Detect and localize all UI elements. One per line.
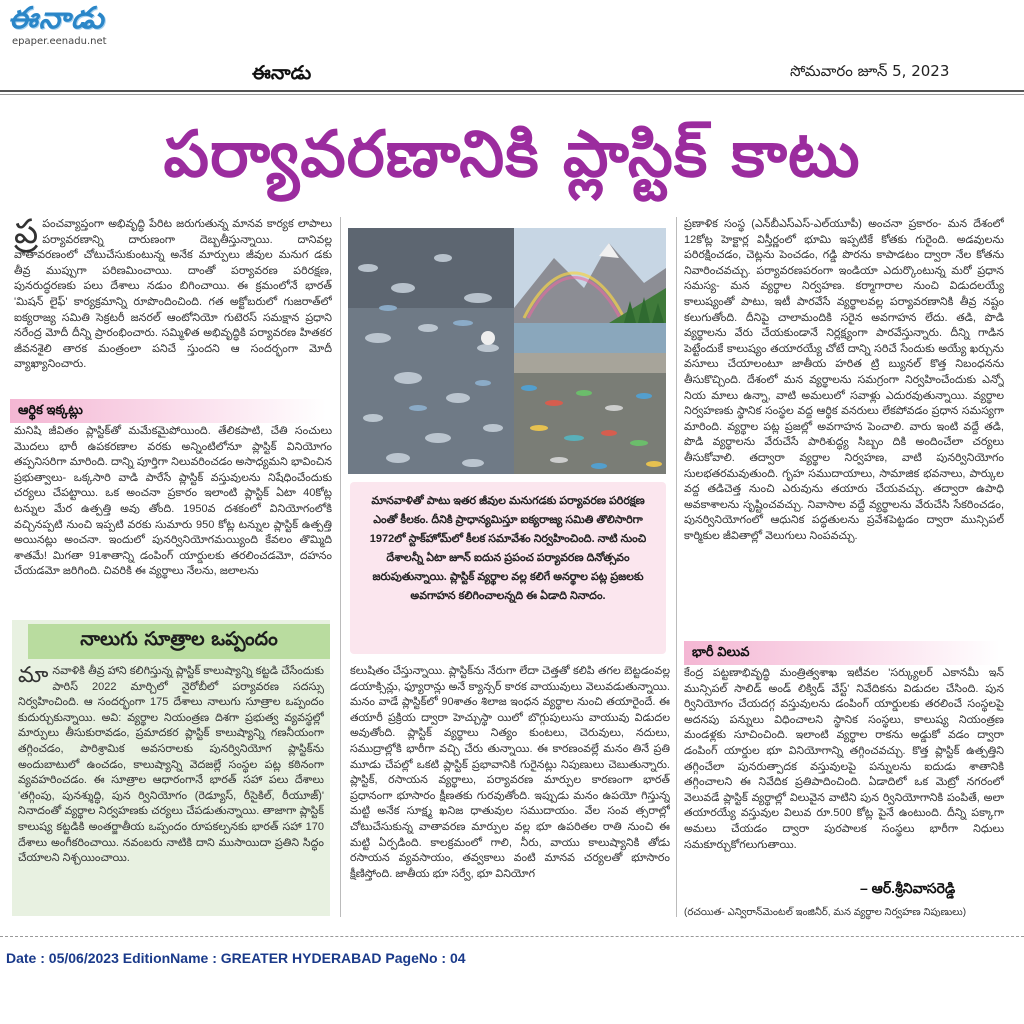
mountain-lake-illustration bbox=[514, 228, 666, 474]
box-body: నవాళికి తీవ్ర హాని కలిగిస్తున్న ప్లాస్టిక్ కాలుష్యాన్ని కట్టడి చేసేందుకు పారిస్ 2022 మార్చిలో నైరోబీలో పర్యావరణ సదస్సు నిర్వహించింది. ఆ సందర్భంగా 175 దేశాలు నాలుగు సూత్రాల ఒప్పందం కుదుర్చుకున్నాయి. అవి: వ్యర్థాల నియంత్రణ దిశగా ప్రభుత్వ వ్యవస్థల్లో మార్పులు తీసుకురావడం, ప్రమాదకర ప్లాస్టిక్ కాలుష్యాన్ని గణనీయంగా తగ్గించడం, పారిశ్రామిక అవసరాలకు పునర్వినియోగ ప్లాస్టిక్‌ను అందుబాటులో ఉంచడం, కాలుష్యాన్ని వెదజల్లే సంస్థల పట్ల కఠినంగా వ్యవహరించడం. ఈ సూత్రాల ఆధారంగానే భారత్ సహా పలు దేశాలు 'తగ్గింపు, పునశ్శుద్ధి, పున ర్వినియోగం (రెడ్యూస్, రీసైకిల్, రీయూజ్)' నినాదంతో వ్యర్థాల నిర్వహణకు చర్యలు చేపడుతున్నాయి. తాజాగా ప్లాస్టిక్ కాలుష్య కట్టడికి అంతర్జాతీయ ఒప్పందం రూపకల్పనకు భారత్ సహా 170 దేశాలు అంగీకరించాయి. నవంబరు నాటికి దాని ముసాయిదా ప్రతిని సిద్ధం చేయాలని నిశ్చయించాయి. bbox=[18, 665, 324, 865]
mountain-lake-photo bbox=[514, 228, 666, 474]
column-divider bbox=[676, 217, 677, 917]
article-headline: పర్యావరణానికి ప్లాస్టిక్ కాటు bbox=[163, 118, 861, 192]
edition-footer: Date : 05/06/2023 EditionName : GREATER HYDERABAD PageNo : 04 bbox=[6, 950, 466, 966]
sidebar-box-title: నాలుగు సూత్రాల ఒప్పందం bbox=[28, 624, 330, 659]
author-note: (రచయిత- ఎన్విరాన్‌మెంటల్ ఇంజినీర్, మన వ్యర్థాల నిర్వహణ నిపుణులు) bbox=[684, 907, 967, 918]
footer-rule bbox=[0, 936, 1024, 938]
subhead-heavy-value: భారీ విలువ bbox=[684, 641, 1000, 665]
newspaper-masthead: ఈనాడు bbox=[252, 62, 312, 84]
column1-paragraph1 bbox=[14, 217, 332, 395]
author-byline: – ఆర్.శ్రీనివాసరెడ్డి bbox=[860, 880, 956, 896]
column1-paragraph2: మనిషి జీవితం ప్లాస్టిక్‌తో మమేకమైపోయింది. తేలికపాటి, చేతి సంచులు మొదలు భారీ ఉపకరణాల వరకు అన్నింటిలోనూ ప్లాస్టిక్ వినియోగం తప్పనిసరిగా మారింది. దాన్ని పూర్తిగా నిలువరించడం అసాధ్యమని భావించిన ప్రభుత్వాలు- ఒక్కసారి వాడి పారేసే ప్లాస్టిక్ వస్తువులను నిషేధించేందుకు చర్యలు చేపట్టాయి. ఒక అంచనా ప్రకారం ఇలాంటి ప్లాస్టిక్ ఏటా 40కోట్ల టన్నుల మేర ఉత్పత్తి అవు తోంది. 1950వ దశకంలో వినియోగంలోకి వచ్చినప్పటి నుంచి ఇప్పటి వరకు సుమారు 950 కోట్ల టన్నుల ప్లాస్టిక్ ఉత్పత్తి అయినట్లు అంచనా. ఇందులో పునర్వినియోగమయ్యింది కేవలం తొమ్మిది శాతమే! మిగతా 91శాతాన్ని డంపింగ్ యార్డులకు తరలించడమో, దహనం చేయడమో జరిగింది. చివరికి ఈ వ్యర్థాలు నేలను, జలాలను bbox=[14, 425, 332, 578]
column-divider bbox=[340, 217, 341, 917]
callout-text: మానవాళితో పాటు ఇతర జీవుల మనుగడకు పర్యావరణ పరిరక్షణ ఎంతో కీలకం. దీనికి ప్రాధాన్యమిస్తూ ఐక్యరాజ్య సమితి తొలిసారిగా 1972లో స్టాక్‌హోమ్‌లో కీలక సమావేశం నిర్వహించింది. నాటి నుంచి దేశాలన్నీ ఏటా జూన్ ఐదున ప్రపంచ పర్యావరణ దినోత్సవం జరుపుతున్నాయి. ప్లాస్టిక్ వ్యర్థాల వల్ల కలిగే అనర్థాల పట్ల ప్రజలకు అవగాహన కలిగించాలన్నది ఈ ఏడాది నినాదం. bbox=[369, 495, 647, 602]
dropcap: ప్ర bbox=[14, 217, 39, 251]
eenadu-logo[interactable] bbox=[8, 1, 148, 50]
logo-subtitle: epaper.eenadu.net bbox=[12, 36, 107, 47]
column3-paragraph1: ప్రణాళిక సంస్థ (ఎన్‌బీఎస్‌ఎస్-ఎల్‌యూపీ) అంచనా ప్రకారం- మన దేశంలో 12కోట్ల హెక్టార్ల విస్తీర్ణంలో భూమి ఇప్పటికే కోతకు గురైంది. అడవులను పరిరక్షించడం, చెట్లను పెంచడం, గడ్డి పొరను కాపాడటం ద్వారా నేల కోతను నివారించవచ్చు. పర్యావరణపరంగా ఇండియా ఎదుర్కొంటున్న మరో ప్రధాన సమస్య- మన వ్యర్థాల నిర్వహణ. కర్మాగారాల నుంచి విడుదలయ్యే కాలుష్యంతో పాటు, ఇటీ పారవేసే వ్యర్థాలవల్ల పర్యావరణానికి తీవ్ర నష్టం కలుగుతోంది. దీనిపై చాలామందికి సరైన అవగాహన లేదు. తడి, పొడి వ్యర్థాలను వేరు చేయకుండానే నిర్లక్ష్యంగా పారవేస్తున్నారు. దీన్ని గాడిన పెట్టేందుకే కాలుష్యం తయారయ్యే చోటే దాన్ని సరిచే సేందుకు అయ్యే ఖర్చును వసూలు చేయాలంటూ జాతీయ హరిత ట్రి బ్యునల్ కొత్త నిబంధనను తీసుకొచ్చింది. దేశంలో మన వ్యర్థాలను సమగ్రంగా నిర్వహించేందుకు ఎన్నో నియ మాలు ఉన్నా, వాటి అమలులో సవాళ్లు ఎదురవుతున్నాయి. వ్యర్థాల నిర్వహణకు స్థానిక సంస్థల వద్ద ఆర్థిక వనరులు లేకపోవడం ప్రధాన సమస్యగా మారింది. వ్యర్థాల పట్ల ప్రజల్లో అవగాహన పెంచాలి. వారు ఇంటి వద్దే తడి, పొడి వ్యర్థాలను వేరుచేసే పారిశుద్ధ్య సిబ్బం దికి అందించేలా చర్యలు తీసుకోవాలి. తద్వారా వ్యర్థాల నిర్వహణ, వాటి పునర్వినియోగం సులభతరమవుతుంది. గృహ సముదాయాలు, సామాజిక భవనాలు, పార్కుల వద్ద తడిచెత్త నుంచి ఎరువును తయారు చేయవచ్చు. తద్వారా ఉపాధి అవకాశాలను సృష్టించవచ్చు. నివాసాల వద్దే వ్యర్థాలను వేరుచేసి సేకరించడం, పునర్వినియోగంలో ఆధునిక పద్ధతులను ప్రవేశపెట్టడం ద్వారా మున్సిపల్ కార్మికుల జీవితాల్లో వెలుగులు నింపవచ్చు. bbox=[684, 218, 1004, 542]
logo-text: ఈనాడు bbox=[8, 1, 105, 36]
plastic-waste-illustration bbox=[348, 228, 514, 474]
sidebar-box-text bbox=[18, 664, 324, 912]
column3-paragraph2: కేంద్ర పట్టణాభివృద్ధి మంత్రిత్వశాఖ ఇటీవల 'సర్క్యులర్ ఎకానమీ ఇన్ మున్సిపల్ సాలిడ్ అండ్ లిక్విడ్ వేస్ట్' నివేదికను విడుదల చేసింది. పున ర్వినియోగం చేయదగ్గ వస్తువులను డంపింగ్ యార్డులకు తరలించే సంస్థలపై అదనపు పన్నులు విధించాలని స్థానిక సంస్థలు, కాలుష్య నియంత్రణ మండళ్లకు సూచించింది. ఇలాంటి వ్యర్థాల రాకను అడ్డుకో వడం ద్వారా డంపింగ్ యార్డుల భూ వినియోగాన్ని తగ్గించవచ్చు. కొత్త ప్లాస్టిక్ ఉత్పత్తిని తగ్గించేలా పునరుత్పాదక వస్తువులపై పన్నులను ఐదుడు శాతానికి తగ్గించాలని ఈ నివేదిక ప్రతిపాదించింది. ఏడాదిలో ఒక మెట్రో నగరంలో వెలువడే ప్లాస్టిక్ వ్యర్థాల్లో విలువైన వాటిని పున ర్వినియోగానికి పంపితే, అలా తయారయ్యే వస్తువుల విలువ రూ.500 కోట్ల పైనే ఉంటుంది. దీన్ని పక్కాగా అమలు చేయడం ద్వారా పురపాలక సంస్థలు భారీగా నిధులు సమకూర్చుకోగలుగుతాయి. bbox=[684, 667, 1004, 851]
plastic-bottles-photo bbox=[348, 228, 514, 474]
dateline: సోమవారం జూన్ 5, 2023 bbox=[790, 62, 950, 80]
subhead-economic-troubles: ఆర్థిక ఇక్కట్లు bbox=[10, 399, 326, 423]
column1-text1: పంచవ్యాప్తంగా అభివృద్ధి పేరిట జరుగుతున్న మానవ కార్యక లాపాలు పర్యావరణాన్ని దారుణంగా దెబ్బతీస్తున్నాయి. దానివల్ల వాతావరణంలో చోటుచేసుకుంటున్న అనేక మార్పులు జీవుల మనుగ డకు తీవ్ర ముప్పుగా పరిణమించాయి. దాంతో పర్యావరణ పరిరక్షణ, పునరుద్ధరణకు పలు దేశాలు నడుం బిగించాయి. ఈ క్రమంలోనే భారత్ 'మిషన్ లైఫ్' కార్యక్రమాన్ని రూపొందించింది. గత అక్టోబరులో గుజరాత్‌లో ఐక్యరాజ్య సమితి సెక్రటరీ జనరల్ ఆంటోనియో గుటెరస్ సమక్షాన ప్రధాని నరేంద్ర మోదీ దీన్ని ప్రారంభించారు. సమ్మిళిత అభివృద్ధికి పర్యావరణ హితకర జీవనశైలి తారక మంత్రంలా పనిచే స్తుందని ఆ సందర్భంగా మోదీ వ్యాఖ్యానించారు. bbox=[14, 218, 332, 371]
header-rule-thin bbox=[0, 94, 1024, 95]
box-dropcap: మా bbox=[18, 664, 49, 687]
column2-text: కలుషితం చేస్తున్నాయి. ప్లాస్టిక్‌ను నేరుగా లేదా చెత్తతో కలిపి తగల బెట్టడంవల్ల డయాక్సిన్లు, ఫ్యూరాన్లు అనే క్యాన్సర్ కారక వాయువులు వెలువడుతున్నాయి. మనం వాడే ప్లాస్టిక్‌లో 90శాతం శిలాజ ఇంధన వ్యర్థాల నుంచి తయారైందే. ఈ తయారీ ప్రక్రియ ద్వారా హెచ్చుస్థా యిలో బొగ్గుపులుసు వాయువు విడుదల అవుతోంది. ప్లాస్టిక్ వ్యర్థాలు నిత్యం కుంటలు, చెరువులు, నదులు, సముద్రాల్లోకి భారీగా వచ్చి చేరు తున్నాయి. ఈ కారణంవల్లే మనం తినే ప్రతి మూడు చేపల్లో ఒకటి ప్లాస్టిక్ ప్రభావానికి గురైనట్లు నిపుణులు చెబుతున్నారు. ప్లాస్టిక్, రసాయన వ్యర్థాలు, పర్యావరణ మార్పుల కారణంగా భారత్ ప్రధానంగా భూసారం క్షీణతకు గురవుతోంది. ఇప్పుడు మనం ఉపయో గిస్తున్న మట్టి అనేక సూక్ష్మ ఖనిజ ధాతువుల సముదాయం. వేల సంవ త్సరాల్లో చోటుచేసుకున్న వాతావరణ మార్పుల వల్ల భూ ఉపరితల రాతి నుంచి ఈ మట్టి ఏర్పడింది. కాలక్రమంలో గాలి, నీరు, వాయు కాలుష్యానికి తోడు రసాయన వ్యవసాయం, తవ్వకాలు వంటి మానవ చర్యలతో భూసారం క్షీణిస్తోంది. జాతీయ భూ సర్వే, భూ వినియోగ bbox=[350, 665, 670, 880]
header-rule bbox=[0, 90, 1024, 92]
